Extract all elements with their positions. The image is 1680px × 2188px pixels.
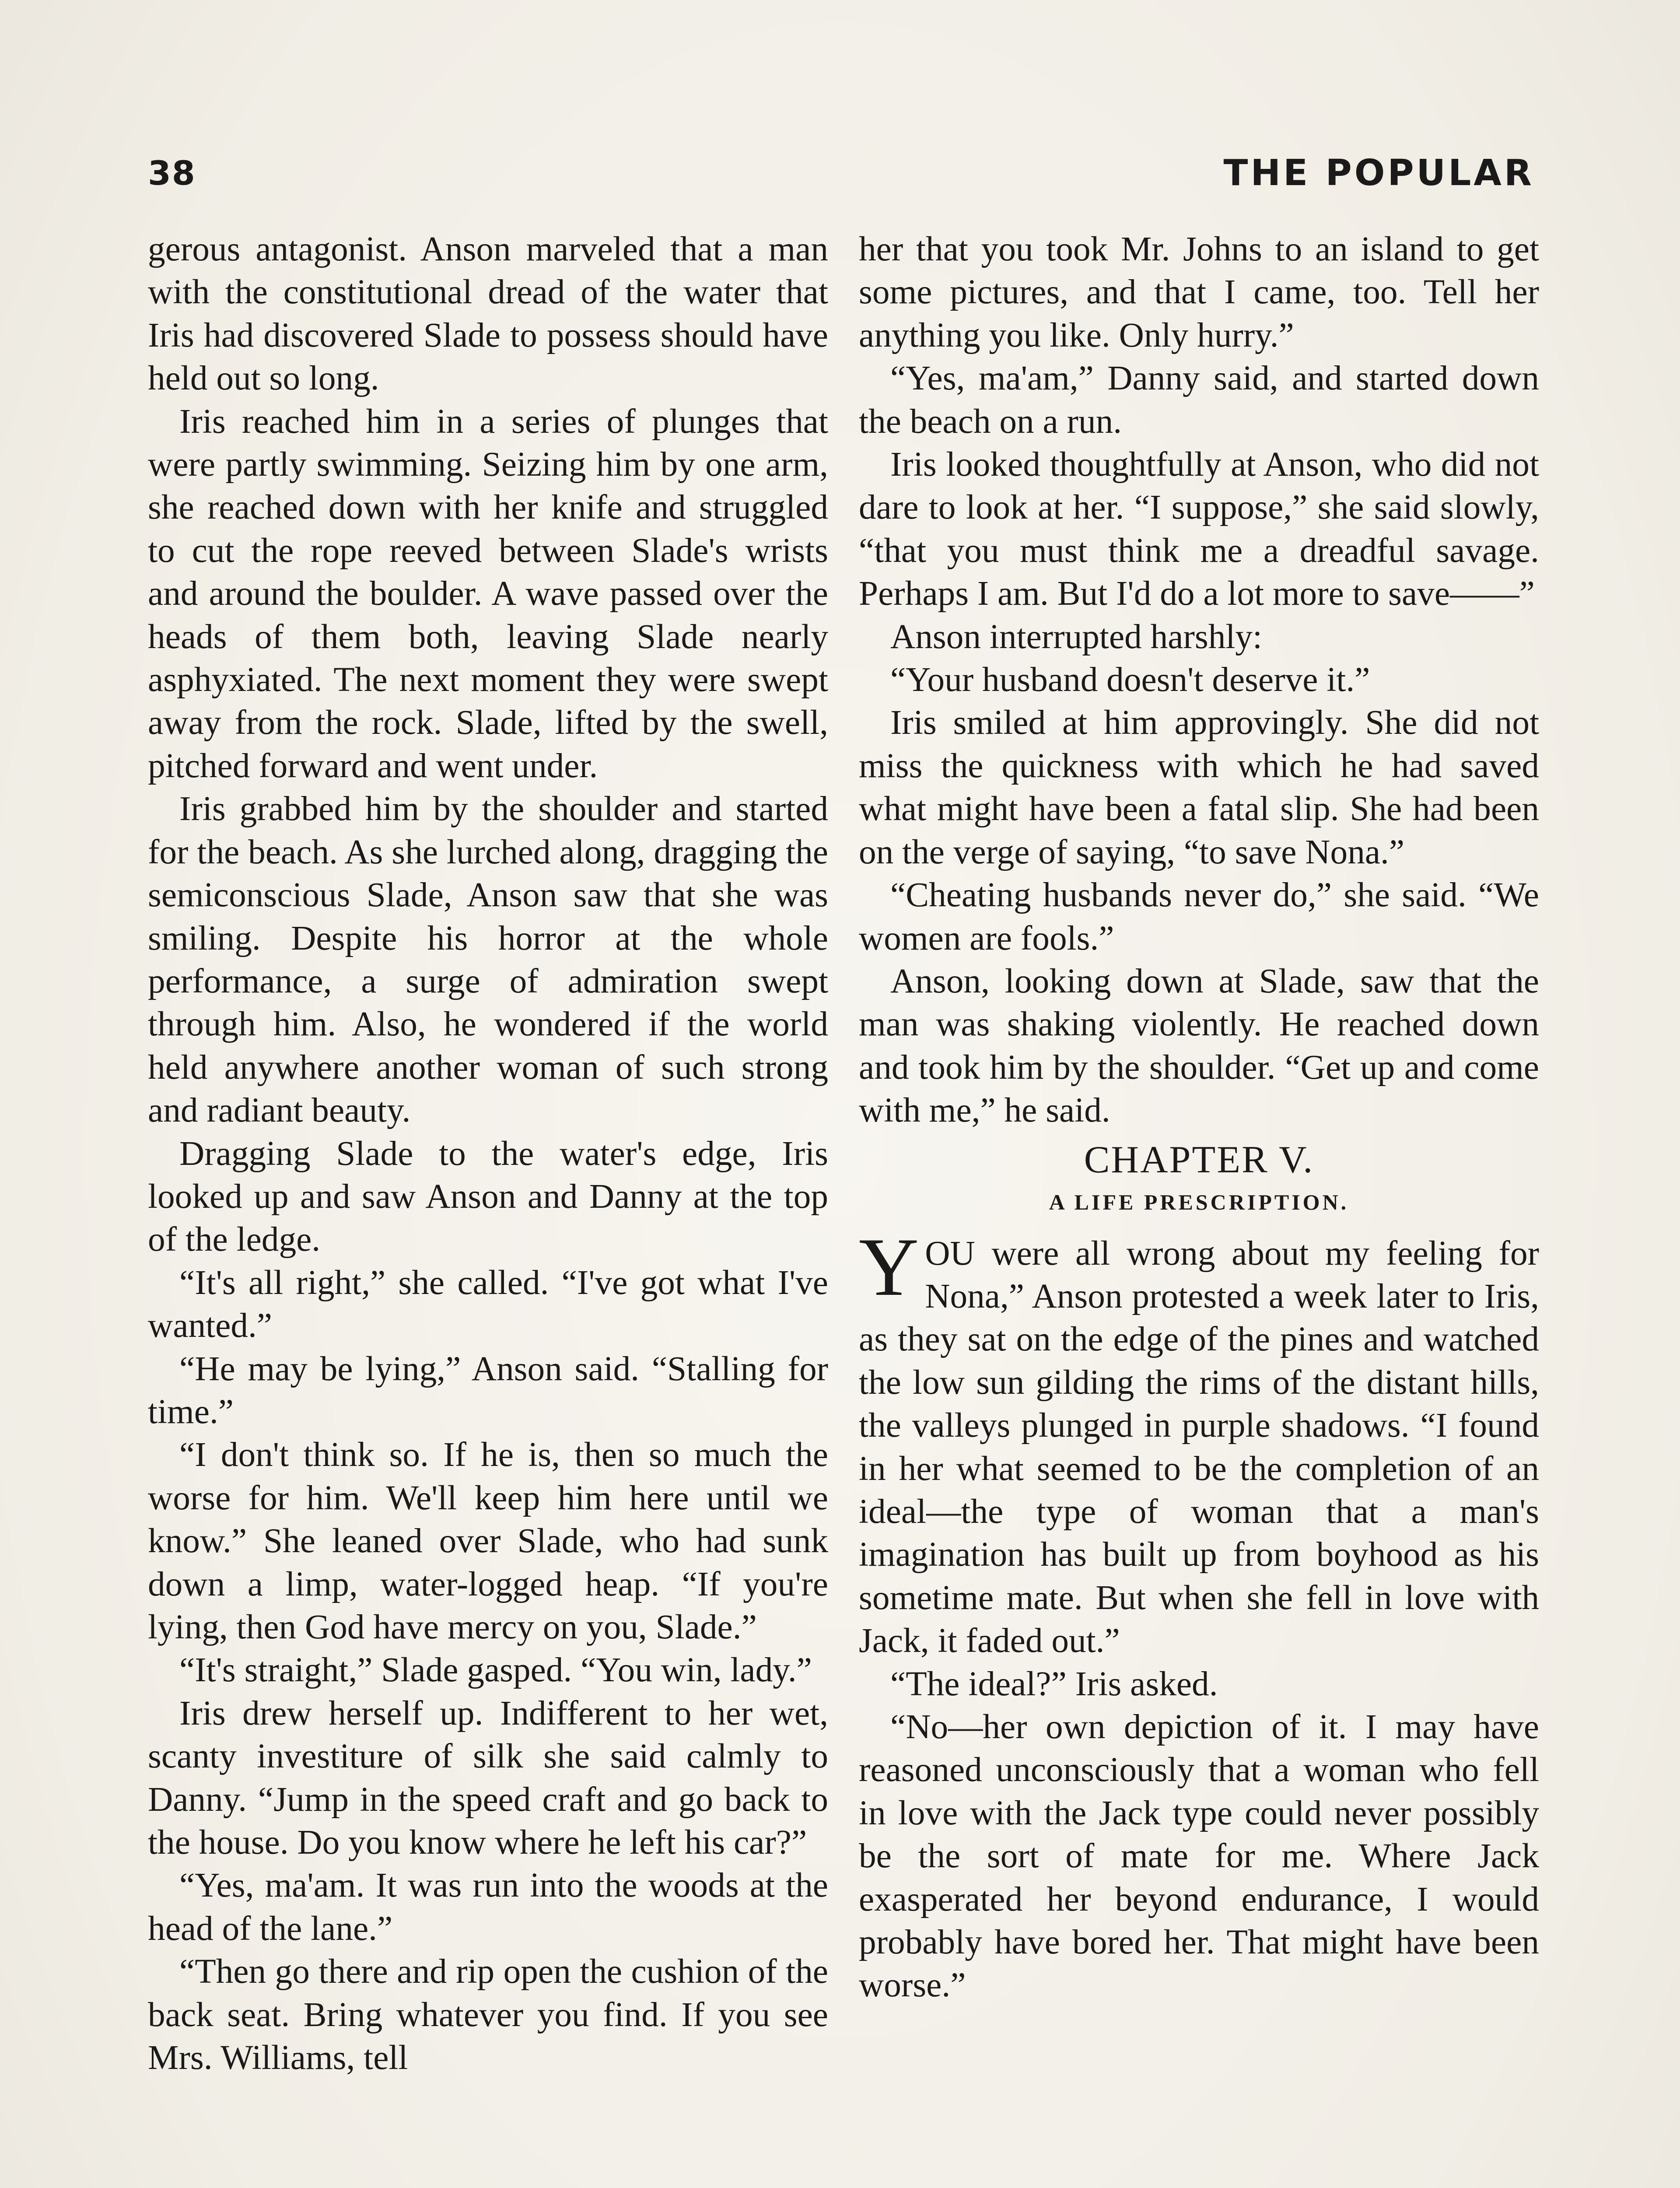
paragraph: “Cheating husbands never do,” she said. “We women are fools.”: [859, 876, 1539, 957]
paragraph: Dragging Slade to the water's edge, Iris looked up and saw Anson and Danny at the top of the ledge.: [148, 1134, 828, 1259]
chapter-subtitle: A LIFE PRESCRIPTION.: [1049, 1189, 1349, 1214]
page-header: [148, 149, 1534, 197]
paragraph: Iris grabbed him by the shoulder and started for the beach. As she lurched along, dragging the semiconscious Slade, Anson saw that she was smiling. Despite his horror at the whole performance, a surge of admiration swept through him. Also, he wondered if the world held anywhere another woman of such strong and radiant beauty.: [148, 789, 828, 1130]
chapter-opening-paragraph: [859, 1221, 1539, 1662]
paragraph: “Your husband doesn't deserve it.”: [890, 660, 1370, 699]
right-column: [859, 228, 1539, 2188]
paragraph: “It's straight,” Slade gasped. “You win, lady.”: [179, 1651, 812, 1690]
paragraph: “Then go there and rip open the cushion of the back seat. Bring whatever you find. If you see Mrs. Williams, tell: [148, 1952, 828, 2077]
left-column: [148, 228, 828, 2188]
paragraph: “Yes, ma'am,” Danny said, and started down the beach on a run.: [859, 359, 1539, 441]
paragraph: “The ideal?” Iris asked.: [890, 1664, 1218, 1703]
paragraph: Iris smiled at him approvingly. She did not miss the quickness with which he had saved what might have been a fatal slip. She had been on the verge of saying, “to save Nona.”: [859, 703, 1539, 871]
paragraph: “He may be lying,” Anson said. “Stalling for time.”: [148, 1349, 828, 1431]
paragraph: “I don't think so. If he is, then so much the worse for him. We'll keep him here until we know.” She leaned over Slade, who had sunk down a limp, water-logged heap. “If you're lying, then God have mercy on you, Slade.”: [148, 1435, 828, 1646]
paragraph: Iris drew herself up. Indifferent to her wet, scanty investiture of silk she said calmly to Danny. “Jump in the speed craft and go back to the house. Do you know where he left his car?”: [148, 1694, 828, 1862]
paragraph: Iris looked thoughtfully at Anson, who did not dare to look at her. “I suppose,” she said slowly, “that you must think me a dreadful savage. Perhaps I am. But I'd do a lot more to save——”: [859, 445, 1539, 613]
magazine-title: THE POPULAR: [1223, 152, 1534, 194]
paragraph: Anson, looking down at Slade, saw that the man was shaking violently. He reached down and took him by the shoulder. “Get up and come with me,” he said.: [859, 961, 1539, 1130]
paragraph: “Yes, ma'am. It was run into the woods at the head of the lane.”: [148, 1866, 828, 1948]
paragraph: Anson interrupted harshly:: [890, 617, 1263, 656]
paragraph: Iris reached him in a series of plunges that were partly swimming. Seizing him by one arm, she reached down with her knife and struggled to cut the rope reeved between Slade's wrists and around the boulder. A wave passed over the heads of them both, leaving Slade nearly asphyxiated. The next moment they were swept away from the rock. Slade, lifted by the swell, pitched forward and went under.: [148, 402, 828, 785]
paragraph: “No—her own depiction of it. I may have reasoned unconsciously that a woman who fell in love with the Jack type could never possibly be the sort of mate for me. Where Jack exasperated her beyond endurance, I would probably have bored her. That might have been worse.”: [859, 1708, 1539, 2005]
chapter-heading: CHAPTER V.: [1084, 1138, 1314, 1181]
paragraph: her that you took Mr. Johns to an island to get some pictures, and that I came, too. Tell her anything you like. Only hurry.”: [859, 230, 1539, 354]
page-number: 38: [148, 153, 196, 193]
drop-cap: Y: [859, 1221, 919, 1313]
paragraph: gerous antagonist. Anson marveled that a man with the constitutional dread of the water that Iris had discovered Slade to possess should have held out so long.: [148, 230, 828, 398]
opening-text: OU were all wrong about my feeling for Nona,” Anson protested a week later to Iris, as they sat on the edge of the pines and watched the low sun gilding the rims of the distant hills, the valleys plunged in purple shadows. “I found in her what seemed to be the completion of an ideal—the type of woman that a man's imagination has built up from boyhood as his sometime mate. But when she fell in love with Jack, it faded out.”: [859, 1234, 1539, 1660]
paragraph: “It's all right,” she called. “I've got what I've wanted.”: [148, 1263, 828, 1345]
